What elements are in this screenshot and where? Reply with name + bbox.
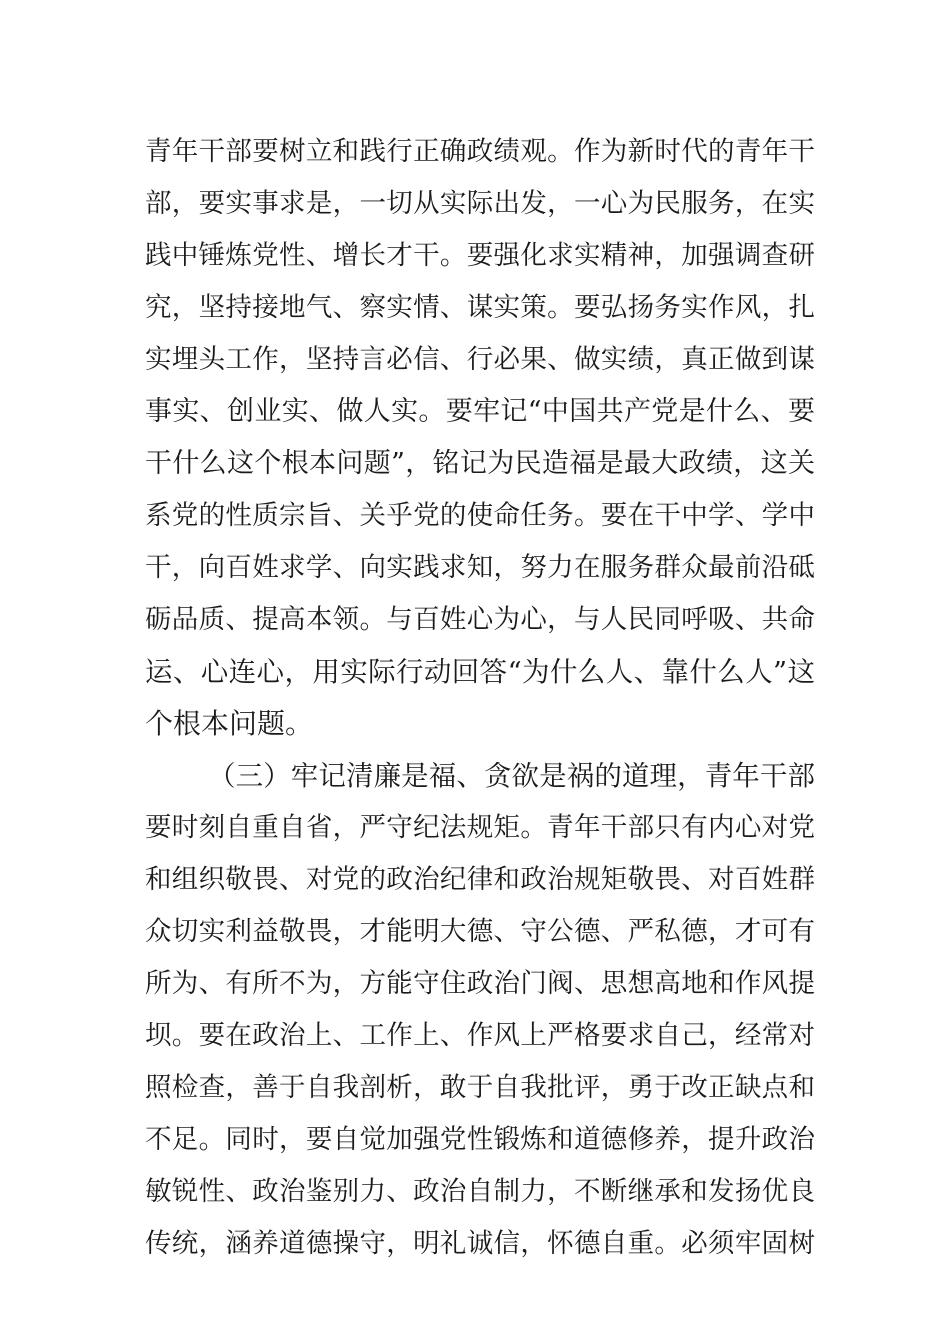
paragraph-line: 和组织敬畏、对党的政治纪律和政治规矩敬畏、对百姓群	[145, 864, 815, 895]
paragraph-line: 干，向百姓求学、向实践求知，努力在服务群众最前沿砥	[145, 552, 815, 583]
paragraph-line: 传统，涵养道德操守，明礼诚信，怀德自重。必须牢固树	[145, 1228, 815, 1259]
paragraph-line: 践中锤炼党性、增长才干。要强化求实精神，加强调查研	[145, 240, 815, 271]
paragraph-line: 运、心连心，用实际行动回答“为什么人、靠什么人”这	[145, 656, 815, 688]
paragraph-line: 砺品质、提高本领。与百姓心为心，与人民同呼吸、共命	[145, 604, 815, 635]
paragraph-line: 众切实利益敬畏，才能明大德、守公德、严私德，才可有	[145, 916, 815, 947]
paragraph-line: 究，坚持接地气、察实情、谋实策。要弘扬务实作风，扎	[145, 292, 815, 323]
section-heading-line: （三）牢记清廉是福、贪欲是祸的道理，青年干部	[208, 760, 815, 792]
paragraph-line: 要时刻自重自省，严守纪法规矩。青年干部只有内心对党	[145, 812, 815, 843]
paragraph-line: 青年干部要树立和践行正确政绩观。作为新时代的青年干	[145, 136, 815, 167]
paragraph-line: 所为、有所不为，方能守住政治门阀、思想高地和作风提	[145, 968, 815, 999]
paragraph-line: 坝。要在政治上、工作上、作风上严格要求自己，经常对	[145, 1020, 815, 1051]
paragraph-line: 部，要实事求是，一切从实际出发，一心为民服务，在实	[145, 188, 815, 219]
paragraph-line: 不足。同时，要自觉加强党性锻炼和道德修养，提升政治	[145, 1124, 815, 1155]
paragraph-line: 实埋头工作，坚持言必信、行必果、做实绩，真正做到谋	[145, 344, 815, 375]
paragraph-line: 个根本问题。	[145, 707, 314, 740]
paragraph-line: 系党的性质宗旨、关乎党的使命任务。要在干中学、学中	[145, 500, 815, 531]
paragraph-line: 干什么这个根本问题”，铭记为民造福是最大政绩，这关	[145, 448, 815, 479]
paragraph-line: 敏锐性、政治鉴别力、政治自制力，不断继承和发扬优良	[145, 1176, 815, 1207]
paragraph-line: 事实、创业实、做人实。要牢记“中国共产党是什么、要	[145, 396, 815, 427]
paragraph-line: 照检查，善于自我剖析，敢于自我批评，勇于改正缺点和	[145, 1072, 815, 1103]
